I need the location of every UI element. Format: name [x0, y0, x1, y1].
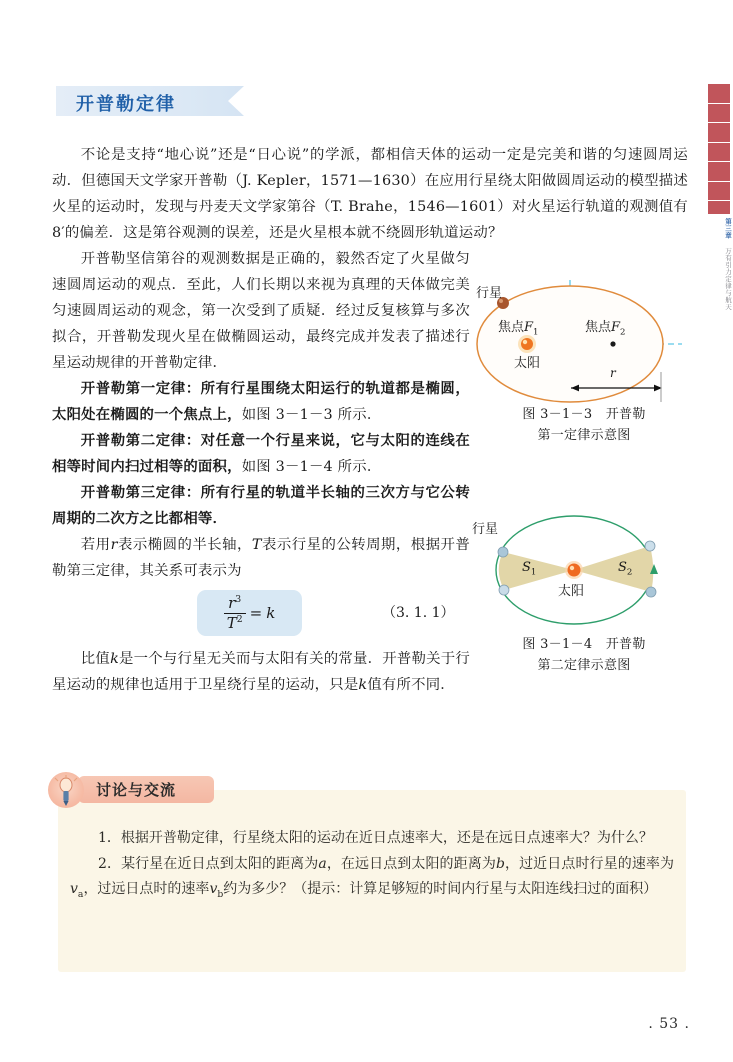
figure2-label-sun: 太阳: [558, 584, 585, 599]
bulb-ray-left: [55, 778, 58, 781]
margin-chapter-subtitle: 万有引力定律与航天: [724, 247, 732, 311]
figure2-label-s1: [522, 560, 536, 578]
denominator-exponent: 2: [236, 613, 243, 625]
law2-statement: 开普勒第二定律：对任意一个行星来说，它与太阳的连线在相等时间内扫过相等的面积，: [52, 432, 470, 475]
q2-variable-va: v: [70, 881, 78, 897]
symbols-text-c: 表示行星的公转周期，根据开普勒第三定律，其关系可表示为: [52, 537, 470, 579]
law1-figure-ref: 如图 3－1－3 所示．: [241, 407, 382, 423]
constant-text-c: 值有所不同．: [367, 677, 455, 693]
denominator-variable: T: [226, 613, 237, 632]
variable-r: r: [110, 537, 118, 553]
numerator-variable: r: [228, 593, 236, 612]
constant-k: k: [266, 604, 276, 622]
margin-chapter-note: [706, 218, 732, 311]
bulb-ray-right: [74, 778, 77, 781]
variable-k-1: k: [110, 651, 119, 667]
focus2-variable: F: [611, 320, 621, 335]
variable-k-2: k: [358, 677, 368, 693]
fraction-denominator: [224, 614, 246, 632]
q2-variable-vb-sub: b: [217, 888, 224, 900]
figure1-artwork: [470, 276, 698, 404]
planet-marker-3: [645, 541, 655, 551]
q2-text-tail: 约为多少？（提示：计算足够短的时间内行星与太阳连线扫过的面积）: [223, 881, 658, 897]
figure2-caption-line1: 图 3－1－4 开普勒: [522, 637, 646, 652]
law3-statement: 开普勒第三定律：所有行星的轨道半长轴的三次方与它公转周期的二次方之比都相等．: [52, 484, 470, 527]
constant-text-a: 比值: [80, 651, 111, 667]
margin-bar-segment: [708, 123, 730, 143]
q2-text-mid3: ，过远日点时的速率: [83, 881, 210, 897]
formula-row: [52, 590, 470, 646]
figure-kepler-first-law: [470, 276, 698, 446]
focus1-variable: F: [524, 320, 534, 335]
figure2-svg: [470, 512, 698, 634]
margin-bar-segment: [708, 162, 730, 182]
q2-text-mid1: ，在远日点到太阳的距离为: [326, 855, 496, 872]
paragraph-constant-k: [52, 646, 470, 698]
figure1-label-planet: 行星: [476, 286, 503, 301]
margin-bar-segment: [708, 143, 730, 163]
margin-chapter-label: 第三章: [724, 218, 732, 239]
bulb-tip: [63, 801, 68, 806]
equation-number: （3. 1. 1）: [382, 605, 455, 621]
figure2-label-planet: 行星: [472, 522, 499, 537]
planet-marker-2: [499, 585, 509, 595]
figure1-label-sun: 太阳: [514, 356, 541, 371]
bulb-base: [63, 791, 68, 801]
focus1-text: 焦点: [498, 320, 525, 335]
figure2-label-s2: [618, 560, 632, 578]
focus2-dot: [610, 341, 615, 346]
paragraph-kepler-conviction: 开普勒坚信第谷的观测数据是正确的，毅然否定了火星做匀速圆周运动的观点．至此，人们长期以来视为真理的天体做完美匀速圆周运动的观念，第一次受到了质疑．经过反复核算与多次拟合，开普勒发现火星在做椭圆运动，最终完成并发表了描述行星运动规律的开普勒定律．: [52, 251, 470, 371]
figure1-label-focus2: [585, 316, 626, 338]
sun-body: [568, 564, 581, 577]
focus1-subscript: 1: [533, 327, 539, 338]
margin-bar-segment: [708, 104, 730, 124]
planet-marker-4: [646, 587, 656, 597]
sun-highlight: [570, 566, 574, 570]
figure1-caption-line1: 图 3－1－3 开普勒: [522, 407, 646, 422]
paragraph-law-3: [52, 480, 470, 532]
page-title: 开普勒定律: [76, 94, 176, 115]
symbols-text-a: 若用: [80, 537, 111, 553]
margin-color-bar: [708, 84, 730, 214]
paragraph-law-2: [52, 428, 470, 480]
law2-figure-ref: 如图 3－1－4 所示．: [241, 459, 382, 475]
margin-bar-segment: [708, 182, 730, 202]
s1-subscript: 1: [530, 567, 537, 578]
q2-variable-va-sub: a: [77, 888, 84, 900]
q2-variable-a: a: [318, 855, 327, 872]
q2-text-mid2: ，过近日点时行星的速率为: [504, 855, 675, 872]
figure1-svg: [470, 276, 698, 404]
discussion-question-1: 1．根据开普勒定律，行星绕太阳的运动在近日点速率大，还是在远日点速率大？为什么？: [98, 830, 653, 846]
s2-variable: S: [618, 560, 627, 575]
q2-text-pre: 2．某行星在近日点到太阳的距离为: [98, 855, 319, 872]
sun-body: [521, 338, 533, 350]
q2-variable-vb: v: [209, 881, 218, 897]
figure1-label-r: r: [610, 366, 616, 380]
figure2-caption-line2: 第二定律示意图: [537, 658, 631, 673]
sun-highlight: [523, 340, 527, 344]
figure1-caption-line2: 第一定律示意图: [537, 428, 631, 443]
bulb-glass: [60, 778, 72, 792]
fraction-r3-over-T2: [224, 595, 246, 632]
margin-bar-segment: [708, 84, 730, 104]
constant-text-b: 是一个与行星无关而与太阳有关的常量．开普勒关于行星运动的规律也适用于卫星绕行星的运动，只是: [52, 651, 470, 693]
variable-T: T: [251, 537, 262, 553]
symbols-text-b: 表示椭圆的半长轴，: [117, 537, 252, 553]
paragraph-intro: 不论是支持“地心说”还是“日心说”的学派，都相信天体的运动一定是完美和谐的匀速圆周运动．但德国天文学家开普勒（J. Kepler，1571—1630）在应用行星绕太阳做圆周运动的模型描述火星的运动时，发现与丹麦天文学家第谷（T. Brahe，1546—1601）对火星运行轨道的观测值有 8′的偏差．这是第谷观测的误差，还是火星根本就不绕圆形轨道运动？: [52, 147, 688, 241]
page-number: . 53 .: [648, 1016, 690, 1032]
law1-statement: 开普勒第一定律：所有行星围绕太阳运行的轨道都是椭圆，太阳处在椭圆的一个焦点上，: [52, 380, 470, 423]
lightbulb-icon-svg: [48, 772, 84, 808]
q2-variable-b: b: [495, 855, 505, 872]
s2-subscript: 2: [626, 567, 633, 578]
figure-kepler-second-law: [470, 512, 698, 676]
formula-box: [197, 590, 302, 636]
paragraph-symbols: [52, 532, 470, 584]
discussion-question-2: [70, 852, 674, 908]
paragraph-law-1: [52, 376, 470, 428]
discussion-questions: [70, 826, 674, 907]
formula-expression: [224, 595, 276, 632]
lightbulb-icon: [48, 772, 84, 808]
fraction-numerator: [224, 595, 246, 614]
figure1-label-focus1: [498, 316, 539, 338]
focus2-subscript: 2: [620, 327, 626, 338]
equals-sign: =: [249, 604, 263, 622]
numerator-exponent: 3: [235, 593, 242, 605]
discussion-title: 讨论与交流: [96, 781, 177, 799]
figure2-artwork: [470, 512, 698, 634]
planet-marker-1: [498, 547, 508, 557]
s1-variable: S: [522, 560, 531, 575]
focus2-text: 焦点: [585, 320, 612, 335]
